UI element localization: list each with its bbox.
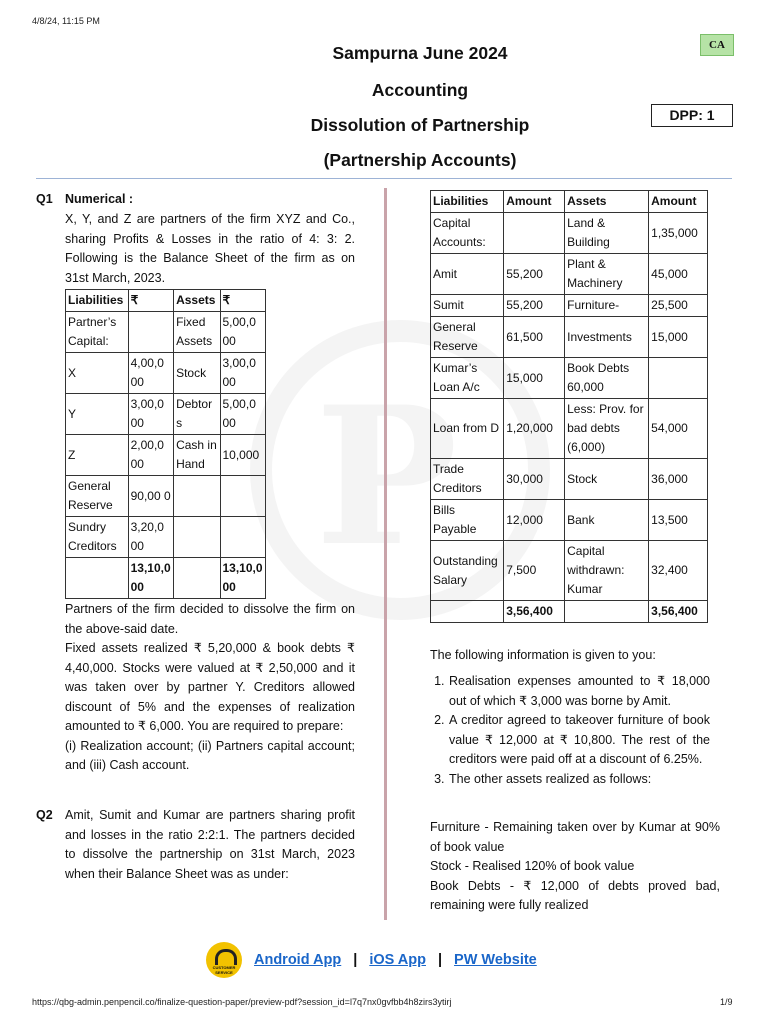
table-cell: 13,10,0 00: [128, 558, 173, 599]
table-row: [431, 500, 708, 541]
q1-type: Numerical :: [65, 192, 134, 206]
table-cell: Stock: [174, 353, 220, 394]
link-separator: |: [353, 952, 358, 968]
list-item: 1. Realisation expenses amounted to ₹ 18,000 out of which ₹ 3,000 was borne by Amit.: [448, 672, 710, 711]
q1-line: (i) Realization account; (ii) Partners capital account; and (iii) Cash account.: [65, 738, 355, 772]
table-cell: Loan from D: [431, 399, 504, 459]
realisation-line: Book Debts - ₹ 12,000 of debts proved bad, remaining were fully realized: [430, 878, 720, 912]
ca-badge: CA: [700, 34, 734, 56]
q1-text: [65, 600, 355, 776]
column-divider: [384, 188, 387, 920]
list-item: 2. A creditor agreed to takeover furniture of book value ₹ 12,000 at ₹ 10,800. The rest of the creditors were paid off at a discount of 6.25%.: [448, 711, 710, 770]
table-cell: [66, 558, 129, 599]
header-cell: Liabilities: [431, 191, 504, 213]
header-cell: ₹: [128, 290, 173, 312]
table-cell: 5,00,0 00: [220, 312, 266, 353]
table-row: [66, 435, 266, 476]
q2-intro: Amit, Sumit and Kumar are partners sharing profit and losses in the ratio 2:2:1. The partners decided to dissolve the partnership on 31st March, 2023 when their Balance Sheet was as under:: [65, 808, 355, 881]
table-header-row: [66, 290, 266, 312]
pw-website-link[interactable]: PW Website: [454, 952, 537, 968]
q1-line: Partners of the firm decided to dissolve the firm on the above-said date.: [65, 602, 355, 636]
table-row: [431, 317, 708, 358]
headset-icon: [215, 949, 237, 965]
q1-line: Fixed assets realized ₹ 5,20,000 & book debts ₹ 4,40,000. Stocks were valued at ₹ 2,50,000 and it was taken over by partner Y. Creditors allowed discount of 5% and the expenses of realization amounted to ₹ 6,000. You are required to prepare:: [65, 641, 355, 733]
chapter-title: Dissolution of Partnership: [310, 115, 530, 135]
table-cell: 3,00,0 00: [128, 394, 173, 435]
table-cell: 45,000: [649, 254, 708, 295]
q1-balance-sheet: [65, 289, 266, 599]
table-cell: Amit: [431, 254, 504, 295]
table-cell: 15,000: [504, 358, 565, 399]
table-cell: [174, 517, 220, 558]
table-cell: 2,00,0 00: [128, 435, 173, 476]
page-url: https://qbg-admin.penpencil.co/finalize-question-paper/preview-pdf?session_id=l7q7nx0gvfbb4h8zirs3ytirj: [32, 997, 452, 1007]
header-cell: Liabilities: [66, 290, 129, 312]
table-cell: 3,00,0 00: [220, 353, 266, 394]
table-cell: Capital withdrawn: Kumar: [565, 541, 649, 601]
table-row: [66, 312, 266, 353]
table-cell: Investments: [565, 317, 649, 358]
q1-label: Q1: [36, 192, 53, 206]
table-cell: [431, 601, 504, 623]
table-cell: Less: Prov. for bad debts (6,000): [565, 399, 649, 459]
android-app-link[interactable]: Android App: [254, 952, 342, 968]
table-cell: X: [66, 353, 129, 394]
header-cell: Amount: [649, 191, 708, 213]
header-divider: [36, 178, 732, 179]
table-cell: 1,35,000: [649, 213, 708, 254]
table-row: [431, 254, 708, 295]
table-cell: 90,00 0: [128, 476, 173, 517]
table-cell: Plant & Machinery: [565, 254, 649, 295]
table-cell: 55,200: [504, 254, 565, 295]
table-cell: Bank: [565, 500, 649, 541]
table-cell: 7,500: [504, 541, 565, 601]
subject-title: Accounting: [371, 80, 469, 100]
list-item: 3. The other assets realized as follows:: [448, 770, 710, 790]
table-cell: Y: [66, 394, 129, 435]
customer-service-label: CUSTOMER SERVICE: [212, 965, 236, 975]
table-cell: [504, 213, 565, 254]
q2-info-intro: The following information is given to you:: [430, 648, 656, 662]
table-cell: [649, 358, 708, 399]
table-cell: [174, 476, 220, 517]
table-cell: Sundry Creditors: [66, 517, 129, 558]
table-cell: [174, 558, 220, 599]
page-number: 1/9: [720, 997, 733, 1007]
table-cell: 5,00,0 00: [220, 394, 266, 435]
realisation-line: Furniture - Remaining taken over by Kumar at 90% of book value: [430, 820, 720, 854]
section-title: (Partnership Accounts): [323, 150, 517, 170]
realisation-line: Stock - Realised 120% of book value: [430, 859, 635, 873]
table-cell: 3,20,0 00: [128, 517, 173, 558]
table-row: [66, 353, 266, 394]
table-total-row: [431, 601, 708, 623]
table-cell: 61,500: [504, 317, 565, 358]
table-row: [66, 476, 266, 517]
table-cell: 4,00,0 00: [128, 353, 173, 394]
table-cell: 36,000: [649, 459, 708, 500]
table-cell: Fixed Assets: [174, 312, 220, 353]
print-timestamp: 4/8/24, 11:15 PM: [32, 16, 100, 26]
table-cell: 13,10,0 00: [220, 558, 266, 599]
table-row: [431, 399, 708, 459]
table-cell: Trade Creditors: [431, 459, 504, 500]
table-cell: Land & Building: [565, 213, 649, 254]
customer-service-icon[interactable]: [206, 942, 242, 978]
table-row: [431, 358, 708, 399]
table-cell: Stock: [565, 459, 649, 500]
table-cell: 15,000: [649, 317, 708, 358]
header-cell: Amount: [504, 191, 565, 213]
table-cell: 12,000: [504, 500, 565, 541]
table-row: [431, 295, 708, 317]
table-cell: Partner’s Capital:: [66, 312, 129, 353]
table-cell: [565, 601, 649, 623]
table-cell: Sumit: [431, 295, 504, 317]
table-cell: General Reserve: [66, 476, 129, 517]
q2-info-list: [432, 672, 710, 789]
table-cell: [128, 312, 173, 353]
table-total-row: [66, 558, 266, 599]
table-row: [431, 541, 708, 601]
table-cell: Outstanding Salary: [431, 541, 504, 601]
table-cell: [220, 476, 266, 517]
table-cell: 10,000: [220, 435, 266, 476]
table-cell: General Reserve: [431, 317, 504, 358]
table-cell: 30,000: [504, 459, 565, 500]
table-cell: Capital Accounts:: [431, 213, 504, 254]
table-cell: Debtor s: [174, 394, 220, 435]
ios-app-link[interactable]: iOS App: [369, 952, 426, 968]
link-separator: |: [437, 952, 443, 968]
table-row: [66, 517, 266, 558]
table-cell: Bills Payable: [431, 500, 504, 541]
table-cell: Furniture-: [565, 295, 649, 317]
table-cell: Cash in Hand: [174, 435, 220, 476]
table-cell: 13,500: [649, 500, 708, 541]
table-cell: Kumar’s Loan A/c: [431, 358, 504, 399]
table-cell: Book Debts 60,000: [565, 358, 649, 399]
q2-balance-sheet: [430, 190, 708, 623]
table-cell: 32,400: [649, 541, 708, 601]
q2-label: Q2: [36, 808, 53, 822]
header-cell: ₹: [220, 290, 266, 312]
table-row: [431, 213, 708, 254]
table-row: [66, 394, 266, 435]
table-cell: Z: [66, 435, 129, 476]
table-cell: [220, 517, 266, 558]
page-title: Sampurna June 2024: [332, 43, 508, 63]
header-cell: Assets: [565, 191, 649, 213]
table-cell: 1,20,000: [504, 399, 565, 459]
q2-realisations: [430, 818, 720, 916]
table-cell: 25,500: [649, 295, 708, 317]
dpp-label: DPP: 1: [651, 104, 733, 127]
table-cell: 3,56,400: [504, 601, 565, 623]
table-row: [431, 459, 708, 500]
table-cell: 3,56,400: [649, 601, 708, 623]
table-cell: 55,200: [504, 295, 565, 317]
q1-intro: X, Y, and Z are partners of the firm XYZ and Co., sharing Profits & Losses in the ratio of 4: 3: 2. Following is the Balance Sheet of the firm as on 31st March, 2023.: [65, 212, 355, 285]
table-header-row: [431, 191, 708, 213]
header-cell: Assets: [174, 290, 220, 312]
footer-links: [206, 942, 537, 978]
table-cell: 54,000: [649, 399, 708, 459]
